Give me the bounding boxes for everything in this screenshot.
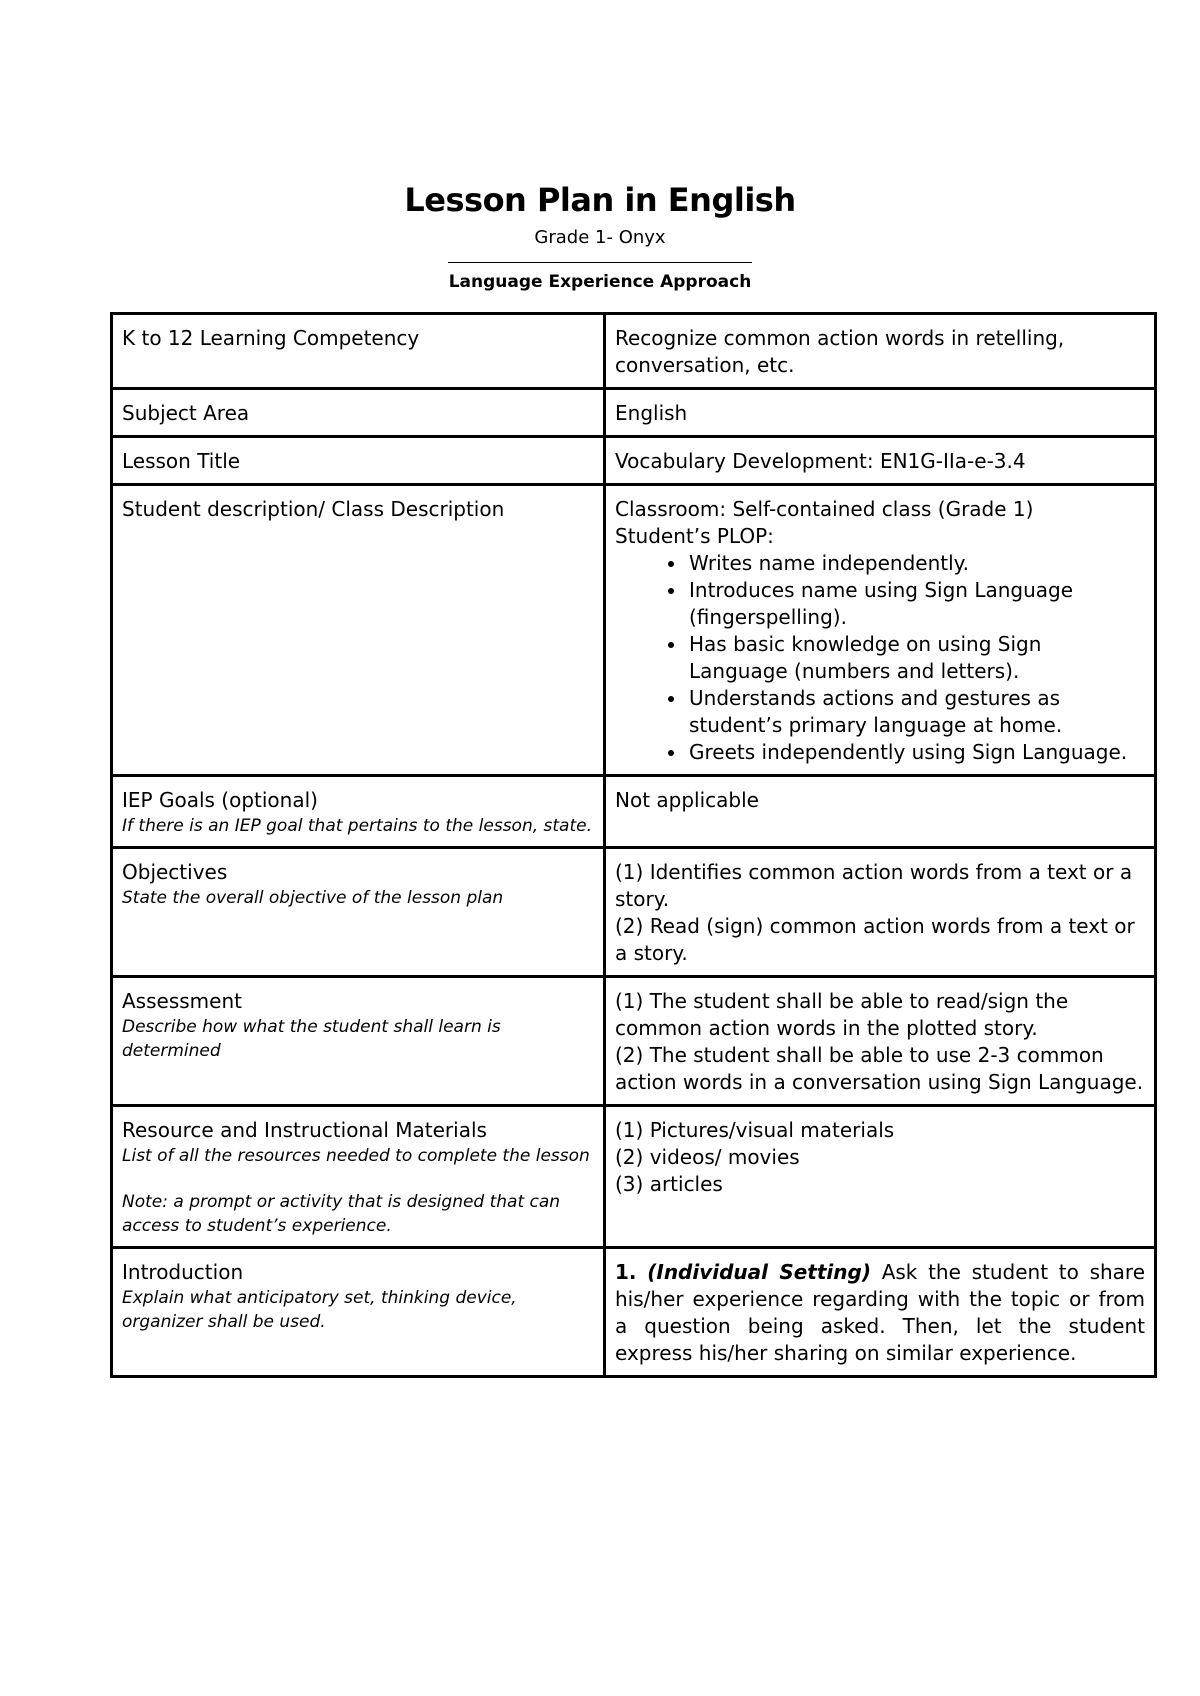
- introduction-hint: Explain what anticipatory set, thinking device, organizer shall be used.: [122, 1288, 517, 1332]
- grade-label: Grade 1- Onyx: [534, 227, 666, 248]
- description-label: Student description/ Class Description: [112, 485, 605, 776]
- introduction-value: [605, 1248, 1156, 1377]
- iep-label: IEP Goals (optional): [122, 788, 318, 812]
- lesson-title-label: Lesson Title: [112, 437, 605, 485]
- resources-label-cell: [112, 1106, 605, 1248]
- assessment-label-cell: [112, 977, 605, 1106]
- list-item: • Has basic knowledge on using Sign Language (numbers and letters).: [687, 631, 1145, 685]
- objectives-label: Objectives: [122, 860, 228, 884]
- objectives-value: [605, 848, 1156, 977]
- resource-item: (3) articles: [615, 1172, 723, 1196]
- assessment-item: (1) The student shall be able to read/sign the common action words in the plotted story.: [615, 989, 1069, 1040]
- description-value: [605, 485, 1156, 776]
- resource-item: (2) videos/ movies: [615, 1145, 800, 1169]
- assessment-hint: Describe how what the student shall learn is determined: [122, 1017, 501, 1061]
- subject-value: English: [605, 389, 1156, 437]
- list-item: • Understands actions and gestures as student’s primary language at home.: [687, 685, 1145, 739]
- competency-label: K to 12 Learning Competency: [112, 314, 605, 389]
- iep-hint: If there is an IEP goal that pertains to the lesson, state.: [122, 816, 593, 836]
- introduction-text: Ask the student to share his/her experience regarding with the topic or from a question being asked. Then, let the student express his/her sharing on similar experience.: [615, 1260, 1146, 1365]
- introduction-label-cell: [112, 1248, 605, 1377]
- objectives-hint: State the overall objective of the lesson plan: [122, 888, 504, 908]
- introduction-number: 1.: [615, 1260, 637, 1284]
- table-row-resources: [112, 1106, 1156, 1248]
- objective-item: (2) Read (sign) common action words from a text or a story.: [615, 914, 1135, 965]
- table-row-iep: [112, 776, 1156, 848]
- table-row-objectives: [112, 848, 1156, 977]
- objectives-label-cell: [112, 848, 605, 977]
- table-row-lesson-title: [112, 437, 1156, 485]
- assessment-item: (2) The student shall be able to use 2-3 common action words in a conversation using Sign Language.: [615, 1043, 1144, 1094]
- table-row-description: [112, 485, 1156, 776]
- lesson-plan-table: [110, 312, 1157, 1378]
- plop-list: [615, 550, 1145, 766]
- competency-value: Recognize common action words in retelling, conversation, etc.: [605, 314, 1156, 389]
- subject-label: Subject Area: [112, 389, 605, 437]
- iep-label-cell: [112, 776, 605, 848]
- assessment-label: Assessment: [122, 989, 242, 1013]
- resources-hint: List of all the resources needed to complete the lesson: [122, 1146, 590, 1166]
- table-row-subject: [112, 389, 1156, 437]
- table-row-introduction: [112, 1248, 1156, 1377]
- introduction-setting: (Individual Setting): [647, 1260, 871, 1284]
- header-divider: [448, 262, 752, 263]
- classroom-text: Classroom: Self-contained class (Grade 1): [615, 497, 1034, 521]
- objective-item: (1) Identifies common action words from a text or a story.: [615, 860, 1133, 911]
- resources-note: Note: a prompt or activity that is designed that can access to student’s experience.: [122, 1192, 561, 1236]
- list-item: • Greets independently using Sign Language.: [687, 739, 1145, 766]
- introduction-label: Introduction: [122, 1260, 244, 1284]
- plop-heading: Student’s PLOP:: [615, 524, 774, 548]
- iep-value: Not applicable: [605, 776, 1156, 848]
- assessment-value: [605, 977, 1156, 1106]
- lesson-title-value: Vocabulary Development: EN1G-IIa-e-3.4: [605, 437, 1156, 485]
- list-item: • Writes name independently.: [687, 550, 1145, 577]
- list-item: • Introduces name using Sign Language (fingerspelling).: [687, 577, 1145, 631]
- resources-value: [605, 1106, 1156, 1248]
- table-row-competency: [112, 314, 1156, 389]
- page-title: Lesson Plan in English: [404, 181, 796, 219]
- document-header: [0, 180, 1200, 293]
- approach-label: Language Experience Approach: [448, 272, 752, 292]
- table-row-assessment: [112, 977, 1156, 1106]
- resources-label: Resource and Instructional Materials: [122, 1118, 487, 1142]
- resource-item: (1) Pictures/visual materials: [615, 1118, 895, 1142]
